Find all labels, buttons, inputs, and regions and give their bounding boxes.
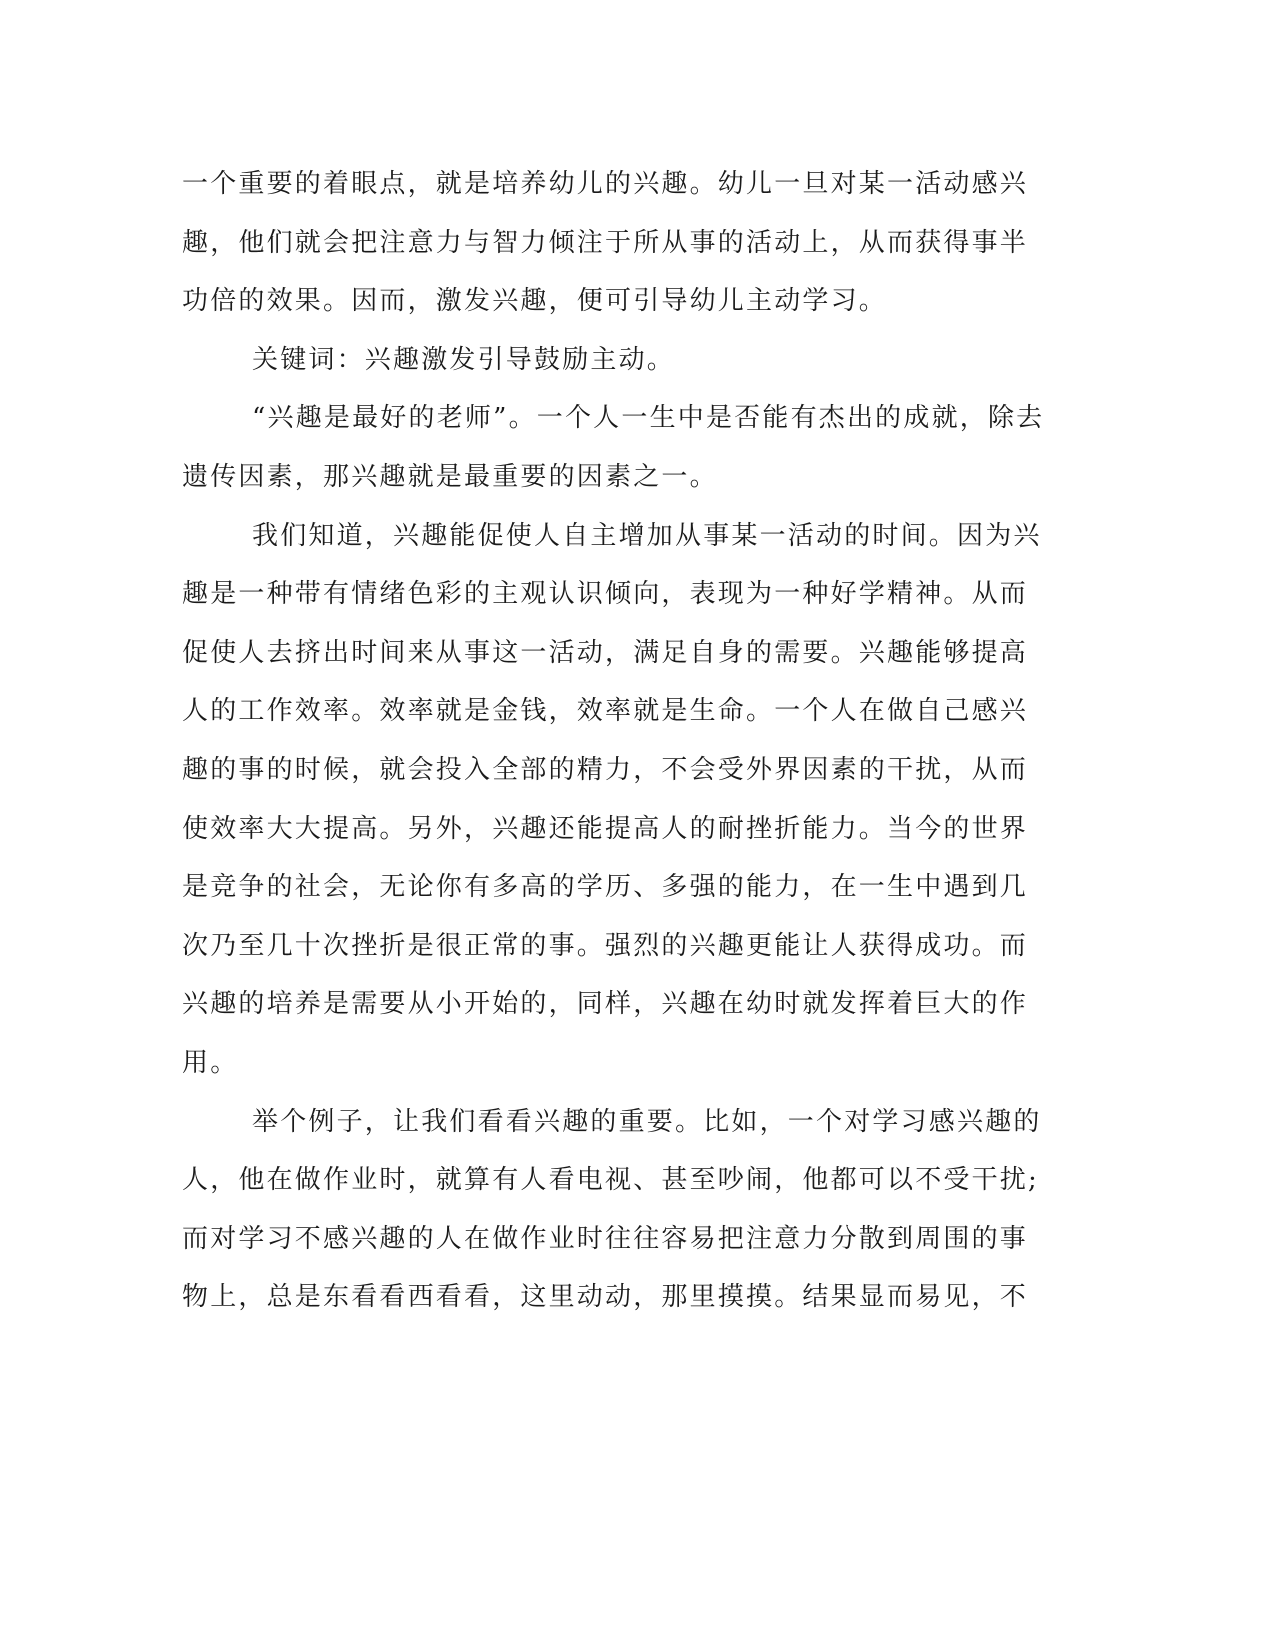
keywords-line: 关键词：兴趣激发引导鼓励主动。 <box>252 344 676 375</box>
text-line: 次乃至几十次挫折是很正常的事。强烈的兴趣更能让人获得成功。而 <box>182 930 1029 961</box>
text-line: 是竞争的社会，无论你有多高的学历、多强的能力，在一生中遇到几 <box>182 872 1029 903</box>
text-line: 举个例子，让我们看看兴趣的重要。比如，一个对学习感兴趣的 <box>252 1106 1042 1137</box>
text-line: 趣是一种带有情绪色彩的主观认识倾向，表现为一种好学精神。从而 <box>182 579 1029 610</box>
text-line: 我们知道，兴趣能促使人自主增加从事某一活动的时间。因为兴 <box>252 520 1042 551</box>
text-line: 而对学习不感兴趣的人在做作业时往往容易把注意力分散到周围的事 <box>182 1223 1029 1254</box>
text-line: “兴趣是最好的老师”。一个人一生中是否能有杰出的成就，除去 <box>252 403 1045 434</box>
text-line: 人，他在做作业时，就算有人看电视、甚至吵闹，他都可以不受干扰; <box>182 1165 1039 1196</box>
text-line: 用。 <box>182 1047 239 1078</box>
text-line: 趣，他们就会把注意力与智力倾注于所从事的活动上，从而获得事半 <box>182 227 1029 258</box>
text-line: 使效率大大提高。另外，兴趣还能提高人的耐挫折能力。当今的世界 <box>182 813 1029 844</box>
text-line: 促使人去挤出时间来从事这一活动，满足自身的需要。兴趣能够提高 <box>182 637 1029 668</box>
text-line: 功倍的效果。因而，激发兴趣，便可引导幼儿主动学习。 <box>182 286 888 317</box>
text-line: 趣的事的时候，就会投入全部的精力，不会受外界因素的干扰，从而 <box>182 754 1029 785</box>
text-line: 物上，总是东看看西看看，这里动动，那里摸摸。结果显而易见，不 <box>182 1282 1029 1313</box>
text-line: 一个重要的着眼点，就是培养幼儿的兴趣。幼儿一旦对某一活动感兴 <box>182 169 1029 199</box>
text-line: 遗传因素，那兴趣就是最重要的因素之一。 <box>182 461 718 492</box>
text-line: 兴趣的培养是需要从小开始的，同样，兴趣在幼时就发挥着巨大的作 <box>182 989 1029 1020</box>
text-line: 人的工作效率。效率就是金钱，效率就是生命。一个人在做自己感兴 <box>182 696 1029 727</box>
document-body <box>182 155 1045 1327</box>
